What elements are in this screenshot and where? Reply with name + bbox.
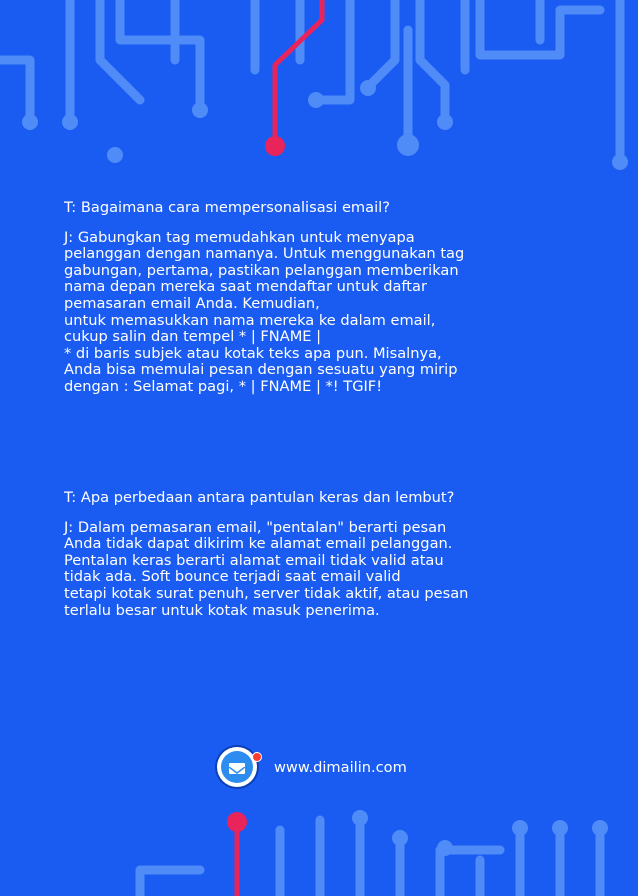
answer-line: Pentalan keras berarti alamat email tidak valid atau	[64, 551, 444, 569]
notification-badge-icon	[252, 752, 262, 762]
envelope-icon	[229, 763, 245, 774]
question-text: T: Bagaimana cara mempersonalisasi email?	[64, 199, 390, 216]
answer-line: untuk memasukkan nama mereka ke dalam email,	[64, 311, 436, 329]
faq-item-bounce	[64, 490, 468, 619]
mail-app-icon	[217, 747, 257, 787]
answer-line: dengan : Selamat pagi, * | FNAME | *! TGIF!	[64, 377, 383, 395]
answer-line: cukup salin dan tempel * | FNAME |	[64, 328, 322, 346]
answer-text	[64, 230, 564, 396]
answer-line: nama depan mereka saat mendaftar untuk daftar	[64, 278, 427, 296]
answer-line: tetapi kotak surat penuh, server tidak aktif, atau pesan	[64, 584, 469, 602]
answer-line: pemasaran email Anda. Kemudian,	[64, 294, 320, 312]
answer-line: pelanggan dengan namanya. Untuk menggunakan tag	[64, 245, 465, 263]
faq-item-personalization	[64, 200, 564, 396]
answer-line: gabungan, pertama, pastikan pelanggan memberikan	[64, 261, 459, 279]
faq-content	[64, 199, 564, 619]
answer-line: J: Dalam pemasaran email, "pentalan" berarti pesan	[64, 518, 447, 536]
website-link[interactable]: www.dimailin.com	[274, 758, 407, 776]
accent-line-top	[265, 0, 322, 156]
answer-line: * di baris subjek atau kotak teks apa pun. Misalnya,	[64, 344, 442, 362]
answer-line: J: Gabungkan tag memudahkan untuk menyapa	[64, 228, 415, 246]
answer-line: tidak ada. Soft bounce terjadi saat email valid	[64, 568, 401, 586]
question-text: T: Apa perbedaan antara pantulan keras dan lembut?	[64, 489, 455, 506]
answer-line: Anda bisa memulai pesan dengan sesuatu yang mirip	[64, 361, 458, 379]
answer-text	[64, 520, 468, 620]
accent-line-bottom	[227, 812, 247, 896]
footer	[217, 744, 407, 790]
answer-line: Anda tidak dapat dikirim ke alamat email pelanggan.	[64, 535, 453, 553]
answer-line: terlalu besar untuk kotak masuk penerima.	[64, 601, 380, 619]
